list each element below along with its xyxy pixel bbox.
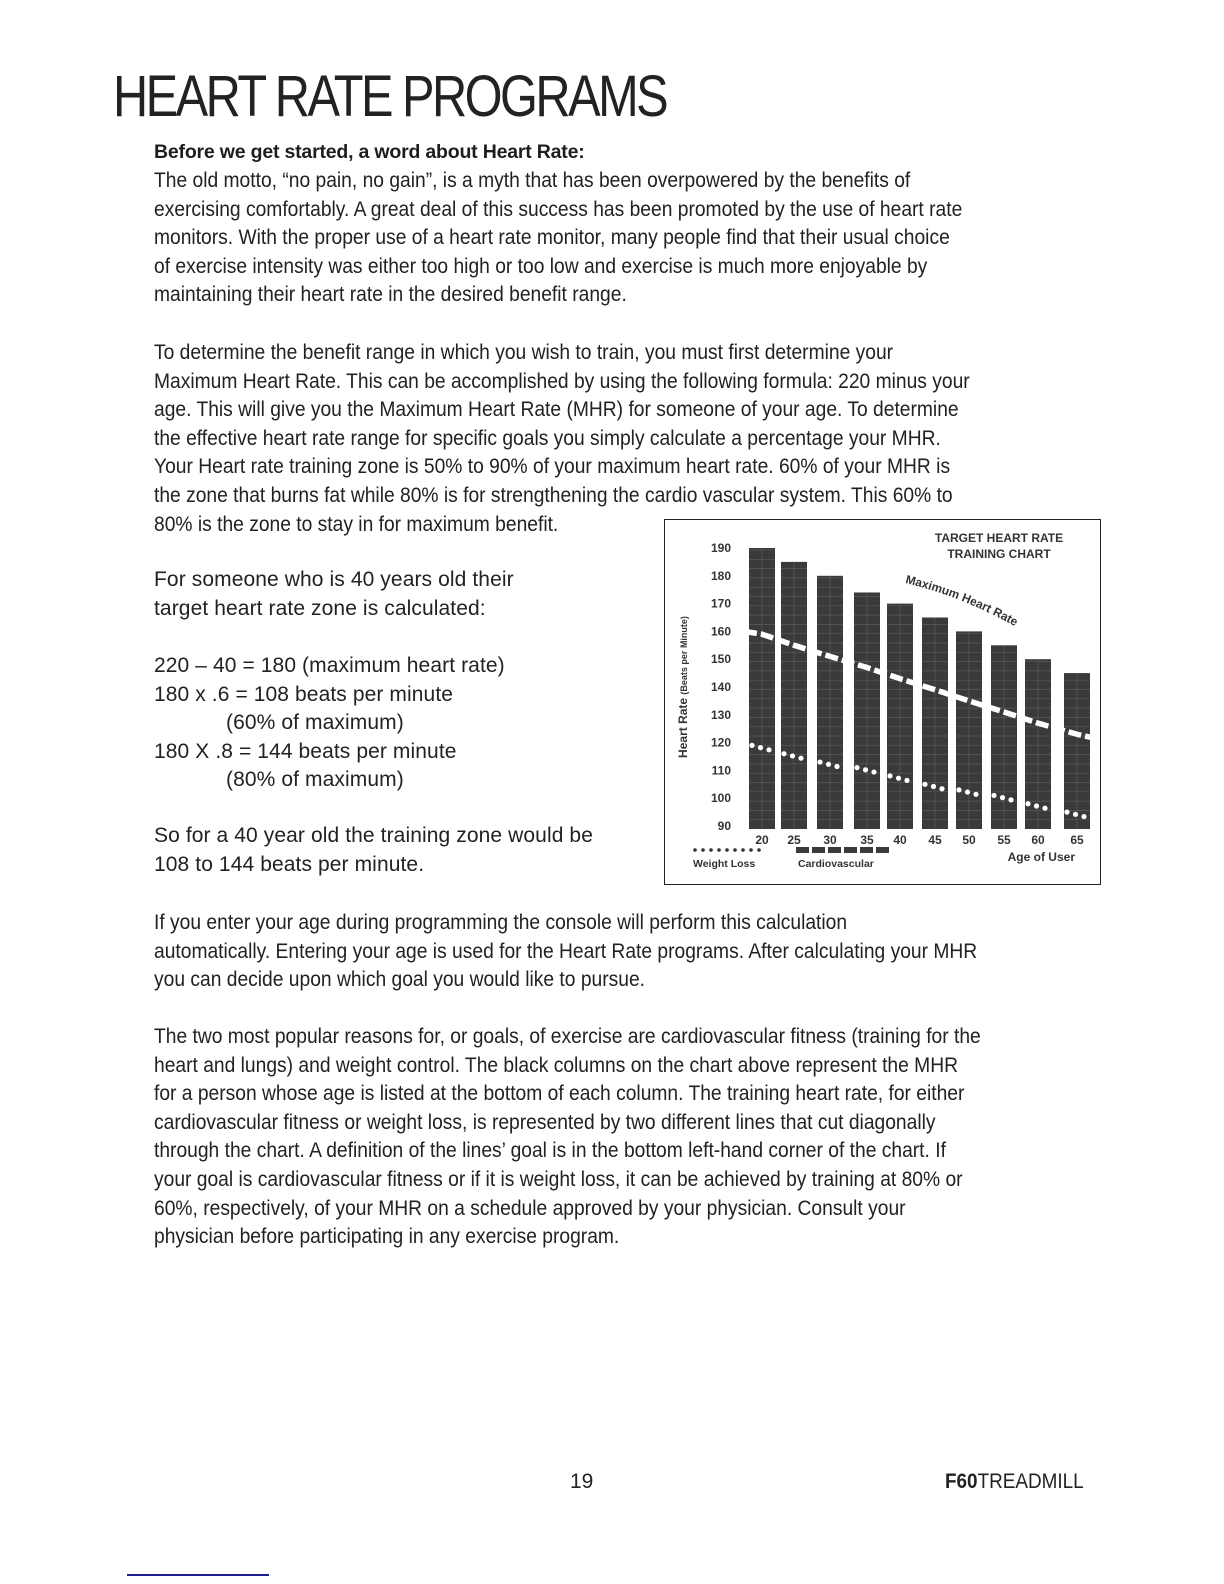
- text-line: Your Heart rate training zone is 50% to 90% of your maximum heart rate. 60% of your MHR is: [154, 454, 951, 479]
- text-line: maintaining their heart rate in the desired benefit range.: [154, 282, 627, 307]
- chart-canvas: [665, 520, 1102, 886]
- chart-title: TARGET HEART RATE: [934, 531, 1064, 545]
- text-line: age. This will give you the Maximum Heart Rate (MHR) for someone of your age. To determine: [154, 397, 959, 422]
- legend-dash-icon: [812, 847, 825, 853]
- weight-loss-dot: [887, 773, 892, 778]
- goals-paragraph: [154, 1022, 981, 1251]
- x-axis-title: Age of User: [1007, 850, 1075, 864]
- x-tick-label: 40: [893, 833, 907, 847]
- y-tick-label: 90: [717, 819, 731, 833]
- y-tick-label: 140: [710, 680, 731, 694]
- x-tick-label: 25: [787, 833, 801, 847]
- intro-paragraph: [154, 166, 962, 309]
- legend-dot-icon: [701, 848, 705, 852]
- text-line: automatically. Entering your age is used for the Heart Rate programs. After calculating your MHR: [154, 938, 978, 963]
- y-tick-label: 100: [710, 791, 731, 806]
- example-calculation: [154, 652, 505, 795]
- x-tick-label: 45: [928, 833, 942, 847]
- weight-loss-dot: [896, 776, 901, 781]
- weight-loss-dot: [922, 782, 927, 787]
- weight-loss-dot: [973, 792, 978, 797]
- weight-loss-dot: [834, 764, 839, 769]
- text-line: exercising comfortably. A great deal of this success has been promoted by the use of heart rate: [154, 196, 963, 221]
- weight-loss-dot: [817, 759, 822, 764]
- text-line: The old motto, “no pain, no gain”, is a myth that has been overpowered by the benefits of: [154, 168, 911, 192]
- text-line: For someone who is 40 years old their: [154, 568, 514, 591]
- x-tick-label: 65: [1070, 833, 1084, 847]
- text-line: If you enter your age during programming the console will perform this calculation: [154, 910, 848, 934]
- x-tick-label: 55: [997, 833, 1011, 847]
- weight-loss-dot: [1073, 812, 1078, 817]
- example-intro: [154, 566, 514, 623]
- legend-dot-icon: [757, 848, 761, 852]
- weight-loss-dot: [790, 753, 795, 758]
- text-line: 60%, respectively, of your MHR on a schedule approved by your physician. Consult your: [154, 1195, 906, 1220]
- weight-loss-dot: [1064, 810, 1069, 815]
- text-line: cardiovascular fitness or weight loss, is represented by two different lines that cut diagonally: [154, 1109, 936, 1134]
- text-line: The two most popular reasons for, or goals, of exercise are cardiovascular fitness (training for the: [154, 1024, 981, 1048]
- x-tick-label: 20: [755, 833, 769, 847]
- target-heart-rate-chart: [664, 519, 1101, 885]
- legend-dot-icon: [741, 848, 745, 852]
- text-line: 108 to 144 beats per minute.: [154, 852, 425, 876]
- text-line: the zone that burns fat while 80% is for strengthening the cardio vascular system. This 60% to: [154, 482, 953, 507]
- weight-loss-dot: [931, 784, 936, 789]
- weight-loss-dot: [1000, 795, 1005, 800]
- weight-loss-dot: [798, 756, 803, 761]
- example-conclusion: [154, 822, 593, 879]
- section-subheading: Before we get started, a word about Heart Rate:: [154, 141, 585, 163]
- y-tick-label: 120: [710, 735, 731, 750]
- weight-loss-dot: [1008, 797, 1013, 802]
- y-axis-title: Heart Rate (Beats per Minute): [676, 616, 690, 758]
- weight-loss-dot: [781, 751, 786, 756]
- weight-loss-dot: [1042, 806, 1047, 811]
- weight-loss-dot: [1034, 803, 1039, 808]
- text-line: target heart rate zone is calculated:: [154, 596, 486, 620]
- calc-line: 180 x .6 = 108 beats per minute: [154, 682, 454, 706]
- weight-loss-dot: [826, 762, 831, 767]
- calc-line: 180 X .8 = 144 beats per minute: [154, 739, 457, 763]
- text-line: you can decide upon which goal you would like to pursue.: [154, 967, 646, 992]
- page-title: HEART RATE PROGRAMS: [113, 64, 667, 129]
- y-tick-label: 150: [710, 652, 731, 667]
- product-type: TREADMILL: [977, 1470, 1084, 1493]
- product-name: [945, 1470, 1084, 1494]
- text-line: Maximum Heart Rate. This can be accomplished by using the following formula: 220 minus your: [154, 368, 970, 393]
- console-paragraph: [154, 908, 977, 994]
- text-line: physician before participating in any exercise program.: [154, 1224, 620, 1249]
- weight-loss-dot: [758, 745, 763, 750]
- y-tick-label: 180: [710, 568, 731, 583]
- text-line: of exercise intensity was either too high or too low and exercise is much more enjoyable by: [154, 253, 928, 278]
- calc-line: (80% of maximum): [226, 768, 404, 791]
- weight-loss-dot: [956, 787, 961, 792]
- footer-rule: [127, 1574, 269, 1576]
- text-line: through the chart. A definition of the lines’ goal is in the bottom left-hand corner of the chart. If: [154, 1138, 946, 1163]
- legend-dash-icon: [876, 847, 889, 853]
- legend-cardiovascular: Cardiovascular: [798, 858, 874, 870]
- text-line: your goal is cardiovascular fitness or if it is weight loss, it can be achieved by training at 80% or: [154, 1166, 963, 1191]
- y-tick-label: 110: [711, 763, 731, 778]
- y-tick-label: 130: [710, 707, 731, 722]
- text-line: heart and lungs) and weight control. The black columns on the chart above represent the MHR: [154, 1052, 959, 1077]
- weight-loss-dot: [965, 789, 970, 794]
- chart-title: TRAINING CHART: [947, 547, 1051, 561]
- legend-dot-icon: [693, 848, 697, 852]
- weight-loss-dot: [939, 786, 944, 791]
- weight-loss-dot: [863, 767, 868, 772]
- legend-dot-icon: [717, 848, 721, 852]
- range-paragraph: [154, 338, 970, 538]
- x-tick-label: 60: [1031, 833, 1045, 847]
- y-tick-label: 190: [710, 541, 731, 555]
- x-tick-label: 50: [962, 833, 976, 847]
- y-tick-label: 160: [710, 624, 731, 639]
- weight-loss-dot: [991, 793, 996, 798]
- y-tick-label: 170: [710, 596, 731, 611]
- x-tick-label: 35: [860, 833, 874, 847]
- legend-dot-icon: [725, 848, 729, 852]
- legend-weight-loss: Weight Loss: [693, 858, 756, 870]
- weight-loss-dot: [1025, 801, 1030, 806]
- weight-loss-dot: [1081, 814, 1086, 819]
- text-line: To determine the benefit range in which you wish to train, you must first determine your: [154, 340, 894, 364]
- text-line: for a person whose age is listed at the bottom of each column. The training heart rate, for either: [154, 1081, 965, 1106]
- text-line: So for a 40 year old the training zone would be: [154, 824, 593, 847]
- legend-dash-icon: [844, 847, 857, 853]
- legend-dash-icon: [828, 847, 841, 853]
- weight-loss-dot: [766, 747, 771, 752]
- weight-loss-dot: [904, 778, 909, 783]
- max-heart-rate-annotation: Maximum Heart Rate: [904, 572, 1021, 629]
- calc-line: 220 – 40 = 180 (maximum heart rate): [154, 654, 505, 677]
- legend-dot-icon: [749, 848, 753, 852]
- legend-dot-icon: [709, 848, 713, 852]
- weight-loss-dot: [749, 743, 754, 748]
- text-line: the effective heart rate range for specific goals you simply calculate a percentage your MHR.: [154, 425, 941, 450]
- text-line: monitors. With the proper use of a heart rate monitor, many people find that their usual choice: [154, 225, 950, 250]
- legend-dot-icon: [733, 848, 737, 852]
- product-model: F60: [945, 1470, 978, 1493]
- legend-dash-icon: [860, 847, 873, 853]
- weight-loss-dot: [871, 769, 876, 774]
- weight-loss-dot: [854, 765, 859, 770]
- text-line: 80% is the zone to stay in for maximum benefit.: [154, 511, 559, 536]
- page-number: 19: [570, 1470, 594, 1493]
- legend-dash-icon: [796, 847, 809, 853]
- x-tick-label: 30: [823, 833, 837, 847]
- calc-line: (60% of maximum): [226, 711, 404, 734]
